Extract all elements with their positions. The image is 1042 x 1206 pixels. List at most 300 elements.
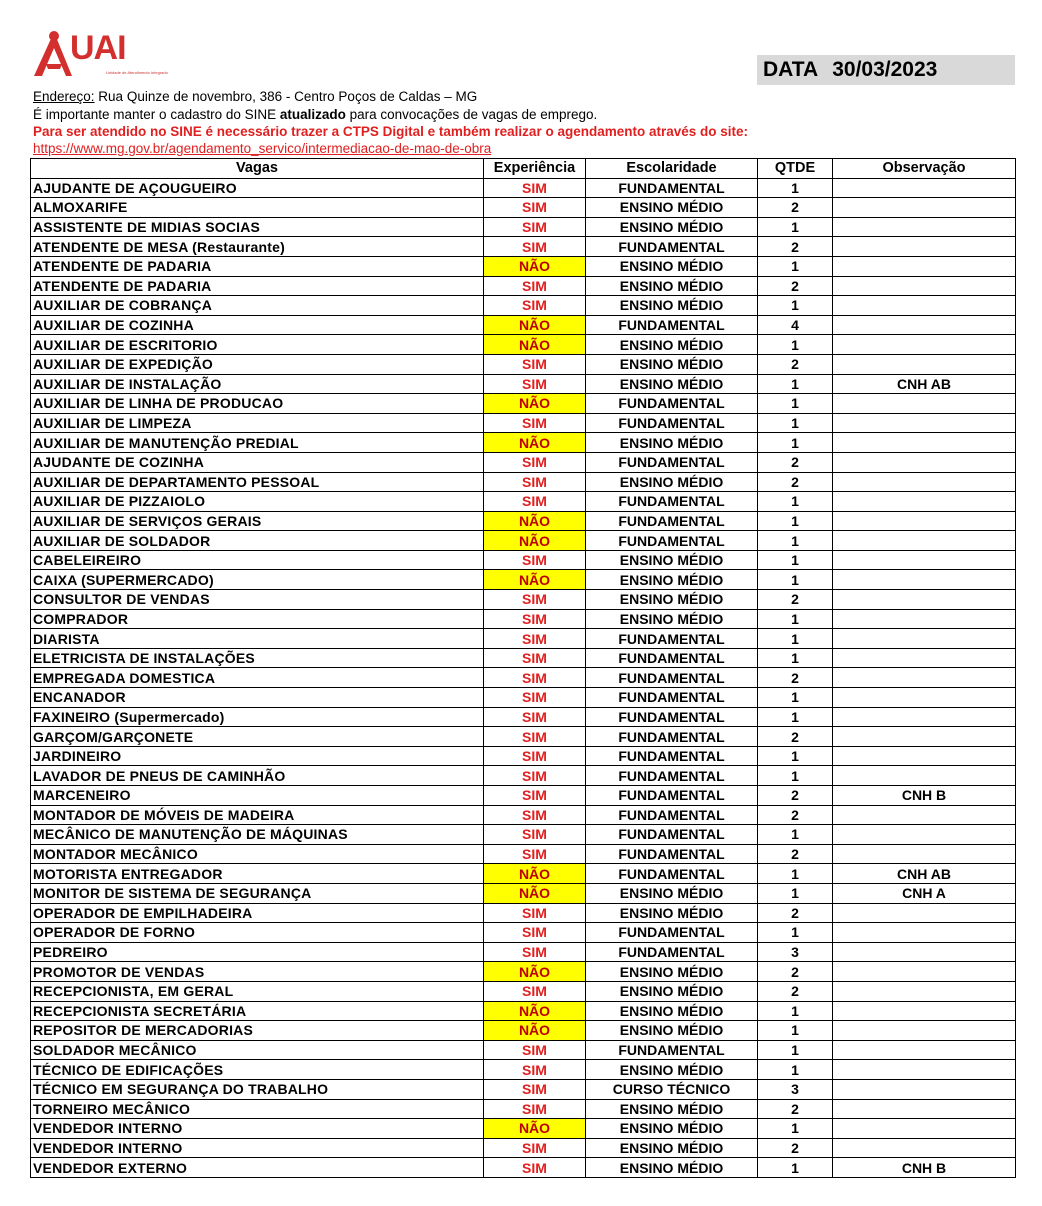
qtde-cell: 1 [758, 335, 833, 355]
vaga-cell: SOLDADOR MECÂNICO [31, 1040, 484, 1060]
qtde-cell: 1 [758, 629, 833, 649]
observacao-cell [833, 492, 1016, 512]
table-row [31, 1021, 1016, 1041]
escolaridade-cell: ENSINO MÉDIO [586, 217, 758, 237]
header-experiencia: Experiência [484, 159, 586, 179]
qtde-cell: 2 [758, 472, 833, 492]
observacao-cell [833, 531, 1016, 551]
escolaridade-cell: ENSINO MÉDIO [586, 962, 758, 982]
vaga-cell: REPOSITOR DE MERCADORIAS [31, 1021, 484, 1041]
experiencia-cell: SIM [484, 492, 586, 512]
experiencia-cell: NÃO [484, 256, 586, 276]
escolaridade-cell: ENSINO MÉDIO [586, 374, 758, 394]
vaga-cell: AUXILIAR DE LIMPEZA [31, 413, 484, 433]
qtde-cell: 1 [758, 746, 833, 766]
vaga-cell: OPERADOR DE EMPILHADEIRA [31, 903, 484, 923]
vaga-cell: MECÂNICO DE MANUTENÇÃO DE MÁQUINAS [31, 825, 484, 845]
vaga-cell: ATENDENTE DE MESA (Restaurante) [31, 237, 484, 257]
escolaridade-cell: ENSINO MÉDIO [586, 550, 758, 570]
qtde-cell: 1 [758, 394, 833, 414]
table-row [31, 198, 1016, 218]
observacao-cell [833, 1001, 1016, 1021]
date-label: DATA [763, 58, 819, 81]
table-row [31, 1138, 1016, 1158]
escolaridade-cell: ENSINO MÉDIO [586, 1158, 758, 1178]
notice-line [33, 107, 597, 123]
vaga-cell: LAVADOR DE PNEUS DE CAMINHÃO [31, 766, 484, 786]
experiencia-cell: NÃO [484, 433, 586, 453]
observacao-cell [833, 1099, 1016, 1119]
vaga-cell: AUXILIAR DE COBRANÇA [31, 296, 484, 316]
experiencia-cell: SIM [484, 903, 586, 923]
escolaridade-cell: FUNDAMENTAL [586, 511, 758, 531]
observacao-cell [833, 962, 1016, 982]
qtde-cell: 1 [758, 256, 833, 276]
address-line [33, 89, 477, 105]
qtde-cell: 1 [758, 531, 833, 551]
qtde-cell: 2 [758, 727, 833, 747]
vaga-cell: AUXILIAR DE EXPEDIÇÃO [31, 354, 484, 374]
notice-bold: atualizado [279, 107, 346, 122]
table-row [31, 492, 1016, 512]
qtde-cell: 2 [758, 786, 833, 806]
escolaridade-cell: FUNDAMENTAL [586, 315, 758, 335]
experiencia-cell: NÃO [484, 864, 586, 884]
experiencia-cell: SIM [484, 1079, 586, 1099]
escolaridade-cell: ENSINO MÉDIO [586, 903, 758, 923]
table-row [31, 237, 1016, 257]
observacao-cell [833, 805, 1016, 825]
observacao-cell [833, 354, 1016, 374]
escolaridade-cell: ENSINO MÉDIO [586, 433, 758, 453]
observacao-cell: CNH AB [833, 864, 1016, 884]
experiencia-cell: SIM [484, 609, 586, 629]
experiencia-cell: NÃO [484, 1001, 586, 1021]
escolaridade-cell: FUNDAMENTAL [586, 413, 758, 433]
qtde-cell: 1 [758, 217, 833, 237]
vaga-cell: TÉCNICO EM SEGURANÇA DO TRABALHO [31, 1079, 484, 1099]
table-row [31, 805, 1016, 825]
qtde-cell: 4 [758, 315, 833, 335]
vaga-cell: VENDEDOR INTERNO [31, 1138, 484, 1158]
observacao-cell [833, 413, 1016, 433]
vaga-cell: VENDEDOR INTERNO [31, 1119, 484, 1139]
header-qtde: QTDE [758, 159, 833, 179]
experiencia-cell: NÃO [484, 394, 586, 414]
escolaridade-cell: ENSINO MÉDIO [586, 335, 758, 355]
observacao-cell [833, 648, 1016, 668]
vaga-cell: MARCENEIRO [31, 786, 484, 806]
experiencia-cell: SIM [484, 354, 586, 374]
vaga-cell: VENDEDOR EXTERNO [31, 1158, 484, 1178]
table-row [31, 883, 1016, 903]
observacao-cell: CNH AB [833, 374, 1016, 394]
experiencia-cell: SIM [484, 1040, 586, 1060]
table-row [31, 315, 1016, 335]
table-body [31, 178, 1016, 1177]
header-escolaridade: Escolaridade [586, 159, 758, 179]
experiencia-cell: NÃO [484, 1021, 586, 1041]
vaga-cell: MONTADOR MECÂNICO [31, 844, 484, 864]
observacao-cell [833, 335, 1016, 355]
experiencia-cell: SIM [484, 1060, 586, 1080]
observacao-cell [833, 707, 1016, 727]
escolaridade-cell: FUNDAMENTAL [586, 825, 758, 845]
experiencia-cell: NÃO [484, 883, 586, 903]
observacao-cell [833, 178, 1016, 198]
observacao-cell [833, 315, 1016, 335]
experiencia-cell: SIM [484, 825, 586, 845]
table-row [31, 668, 1016, 688]
observacao-cell [833, 433, 1016, 453]
vaga-cell: PROMOTOR DE VENDAS [31, 962, 484, 982]
table-row [31, 178, 1016, 198]
experiencia-cell: SIM [484, 1158, 586, 1178]
experiencia-cell: SIM [484, 276, 586, 296]
logo-tagline: Unidade de Atendimento Integrado [106, 70, 168, 75]
vaga-cell: CAIXA (SUPERMERCADO) [31, 570, 484, 590]
vaga-cell: RECEPCIONISTA, EM GERAL [31, 981, 484, 1001]
qtde-cell: 2 [758, 276, 833, 296]
experiencia-cell: NÃO [484, 315, 586, 335]
observacao-cell [833, 1060, 1016, 1080]
experiencia-cell: SIM [484, 727, 586, 747]
vaga-cell: FAXINEIRO (Supermercado) [31, 707, 484, 727]
header-vagas: Vagas [31, 159, 484, 179]
vaga-cell: TORNEIRO MECÂNICO [31, 1099, 484, 1119]
vaga-cell: DIARISTA [31, 629, 484, 649]
table-row [31, 1040, 1016, 1060]
escolaridade-cell: FUNDAMENTAL [586, 805, 758, 825]
observacao-cell [833, 903, 1016, 923]
table-row [31, 825, 1016, 845]
vaga-cell: AUXILIAR DE SOLDADOR [31, 531, 484, 551]
escolaridade-cell: ENSINO MÉDIO [586, 609, 758, 629]
qtde-cell: 2 [758, 844, 833, 864]
escolaridade-cell: FUNDAMENTAL [586, 1040, 758, 1060]
table-row [31, 1001, 1016, 1021]
escolaridade-cell: FUNDAMENTAL [586, 746, 758, 766]
experiencia-cell: SIM [484, 942, 586, 962]
table-row [31, 394, 1016, 414]
experiencia-cell: SIM [484, 688, 586, 708]
experiencia-cell: NÃO [484, 570, 586, 590]
table-row [31, 531, 1016, 551]
agendamento-link[interactable]: https://www.mg.gov.br/agendamento_servico/intermediacao-de-mao-de-obra [33, 141, 492, 156]
escolaridade-cell: FUNDAMENTAL [586, 492, 758, 512]
vaga-cell: CABELEIREIRO [31, 550, 484, 570]
observacao-cell [833, 1021, 1016, 1041]
experiencia-cell: NÃO [484, 531, 586, 551]
qtde-cell: 2 [758, 452, 833, 472]
table-row [31, 707, 1016, 727]
escolaridade-cell: ENSINO MÉDIO [586, 1099, 758, 1119]
table-row [31, 942, 1016, 962]
logo-text: UAI [70, 29, 126, 67]
vaga-cell: AJUDANTE DE AÇOUGUEIRO [31, 178, 484, 198]
observacao-cell: CNH B [833, 786, 1016, 806]
experiencia-cell: NÃO [484, 1119, 586, 1139]
qtde-cell: 2 [758, 237, 833, 257]
table-row [31, 276, 1016, 296]
qtde-cell: 1 [758, 1001, 833, 1021]
experiencia-cell: SIM [484, 923, 586, 943]
observacao-cell [833, 1119, 1016, 1139]
vaga-cell: AUXILIAR DE PIZZAIOLO [31, 492, 484, 512]
table-row [31, 1079, 1016, 1099]
table-row [31, 962, 1016, 982]
experiencia-cell: SIM [484, 198, 586, 218]
table-row [31, 472, 1016, 492]
observacao-cell [833, 1079, 1016, 1099]
table-row [31, 433, 1016, 453]
qtde-cell: 2 [758, 198, 833, 218]
vaga-cell: ATENDENTE DE PADARIA [31, 276, 484, 296]
vaga-cell: AUXILIAR DE LINHA DE PRODUCAO [31, 394, 484, 414]
vaga-cell: PEDREIRO [31, 942, 484, 962]
table-row [31, 629, 1016, 649]
experiencia-cell: SIM [484, 746, 586, 766]
vaga-cell: AUXILIAR DE DEPARTAMENTO PESSOAL [31, 472, 484, 492]
vaga-cell: AJUDANTE DE COZINHA [31, 452, 484, 472]
observacao-cell: CNH B [833, 1158, 1016, 1178]
vaga-cell: JARDINEIRO [31, 746, 484, 766]
qtde-cell: 1 [758, 1158, 833, 1178]
qtde-cell: 2 [758, 590, 833, 610]
qtde-cell: 2 [758, 805, 833, 825]
experiencia-cell: SIM [484, 844, 586, 864]
qtde-cell: 1 [758, 766, 833, 786]
escolaridade-cell: FUNDAMENTAL [586, 178, 758, 198]
experiencia-cell: SIM [484, 590, 586, 610]
experiencia-cell: SIM [484, 648, 586, 668]
qtde-cell: 1 [758, 511, 833, 531]
experiencia-cell: NÃO [484, 335, 586, 355]
qtde-cell: 2 [758, 668, 833, 688]
table-row [31, 550, 1016, 570]
observacao-cell [833, 276, 1016, 296]
escolaridade-cell: FUNDAMENTAL [586, 668, 758, 688]
experiencia-cell: SIM [484, 472, 586, 492]
experiencia-cell: SIM [484, 629, 586, 649]
experiencia-cell: SIM [484, 668, 586, 688]
qtde-cell: 1 [758, 374, 833, 394]
escolaridade-cell: ENSINO MÉDIO [586, 883, 758, 903]
escolaridade-cell: ENSINO MÉDIO [586, 981, 758, 1001]
table-row [31, 609, 1016, 629]
vaga-cell: AUXILIAR DE MANUTENÇÃO PREDIAL [31, 433, 484, 453]
observacao-cell [833, 746, 1016, 766]
vaga-cell: ATENDENTE DE PADARIA [31, 256, 484, 276]
escolaridade-cell: FUNDAMENTAL [586, 786, 758, 806]
vaga-cell: GARÇOM/GARÇONETE [31, 727, 484, 747]
qtde-cell: 1 [758, 178, 833, 198]
table-row [31, 1119, 1016, 1139]
vaga-cell: AUXILIAR DE INSTALAÇÃO [31, 374, 484, 394]
observacao-cell [833, 609, 1016, 629]
escolaridade-cell: ENSINO MÉDIO [586, 256, 758, 276]
observacao-cell [833, 570, 1016, 590]
experiencia-cell: SIM [484, 707, 586, 727]
observacao-cell [833, 668, 1016, 688]
escolaridade-cell: ENSINO MÉDIO [586, 570, 758, 590]
qtde-cell: 3 [758, 1079, 833, 1099]
qtde-cell: 3 [758, 942, 833, 962]
qtde-cell: 1 [758, 609, 833, 629]
table-row [31, 452, 1016, 472]
experiencia-cell: SIM [484, 374, 586, 394]
table-row [31, 590, 1016, 610]
address-text: Rua Quinze de novembro, 386 - Centro Poços de Caldas – MG [94, 89, 478, 104]
experiencia-cell: SIM [484, 981, 586, 1001]
experiencia-cell: SIM [484, 217, 586, 237]
escolaridade-cell: ENSINO MÉDIO [586, 296, 758, 316]
qtde-cell: 2 [758, 981, 833, 1001]
table-row [31, 746, 1016, 766]
qtde-cell: 1 [758, 1021, 833, 1041]
observacao-cell [833, 844, 1016, 864]
observacao-cell [833, 256, 1016, 276]
vaga-cell: RECEPCIONISTA SECRETÁRIA [31, 1001, 484, 1021]
qtde-cell: 2 [758, 354, 833, 374]
qtde-cell: 2 [758, 1099, 833, 1119]
table-row [31, 844, 1016, 864]
observacao-cell [833, 296, 1016, 316]
qtde-cell: 1 [758, 923, 833, 943]
escolaridade-cell: ENSINO MÉDIO [586, 590, 758, 610]
observacao-cell [833, 1040, 1016, 1060]
date-value: 30/03/2023 [832, 58, 938, 81]
escolaridade-cell: FUNDAMENTAL [586, 394, 758, 414]
table-header-row [31, 159, 1016, 179]
escolaridade-cell: ENSINO MÉDIO [586, 1119, 758, 1139]
observacao-cell [833, 727, 1016, 747]
observacao-cell: CNH A [833, 883, 1016, 903]
qtde-cell: 1 [758, 1040, 833, 1060]
escolaridade-cell: ENSINO MÉDIO [586, 1001, 758, 1021]
observacao-cell [833, 981, 1016, 1001]
vaga-cell: MOTORISTA ENTREGADOR [31, 864, 484, 884]
qtde-cell: 1 [758, 864, 833, 884]
table-row [31, 786, 1016, 806]
escolaridade-cell: ENSINO MÉDIO [586, 1138, 758, 1158]
notice-part2: para convocações de vagas de emprego. [345, 107, 598, 122]
observacao-cell [833, 217, 1016, 237]
vaga-cell: AUXILIAR DE ESCRITORIO [31, 335, 484, 355]
observacao-cell [833, 394, 1016, 414]
experiencia-cell: NÃO [484, 962, 586, 982]
experiencia-cell: SIM [484, 805, 586, 825]
table-row [31, 903, 1016, 923]
qtde-cell: 1 [758, 825, 833, 845]
table-row [31, 727, 1016, 747]
vaga-cell: ENCANADOR [31, 688, 484, 708]
observacao-cell [833, 688, 1016, 708]
vaga-cell: ASSISTENTE DE MIDIAS SOCIAS [31, 217, 484, 237]
observacao-cell [833, 511, 1016, 531]
table-row [31, 923, 1016, 943]
observacao-cell [833, 237, 1016, 257]
observacao-cell [833, 198, 1016, 218]
table-row [31, 335, 1016, 355]
qtde-cell: 1 [758, 570, 833, 590]
table-row [31, 511, 1016, 531]
qtde-cell: 1 [758, 433, 833, 453]
escolaridade-cell: FUNDAMENTAL [586, 629, 758, 649]
requirement-line: Para ser atendido no SINE é necessário trazer a CTPS Digital e também realizar o agendamento através do site: [33, 124, 748, 139]
escolaridade-cell: CURSO TÉCNICO [586, 1079, 758, 1099]
address-label: Endereço: [33, 89, 95, 104]
escolaridade-cell: ENSINO MÉDIO [586, 198, 758, 218]
table-row [31, 648, 1016, 668]
experiencia-cell: SIM [484, 766, 586, 786]
table-row [31, 1060, 1016, 1080]
experiencia-cell: SIM [484, 178, 586, 198]
table-row [31, 217, 1016, 237]
table-row [31, 413, 1016, 433]
table-row [31, 864, 1016, 884]
table-row [31, 688, 1016, 708]
observacao-cell [833, 590, 1016, 610]
escolaridade-cell: FUNDAMENTAL [586, 727, 758, 747]
escolaridade-cell: FUNDAMENTAL [586, 864, 758, 884]
observacao-cell [833, 1138, 1016, 1158]
escolaridade-cell: FUNDAMENTAL [586, 942, 758, 962]
experiencia-cell: SIM [484, 413, 586, 433]
qtde-cell: 1 [758, 296, 833, 316]
table-row [31, 1099, 1016, 1119]
escolaridade-cell: FUNDAMENTAL [586, 452, 758, 472]
experiencia-cell: NÃO [484, 511, 586, 531]
observacao-cell [833, 825, 1016, 845]
experiencia-cell: SIM [484, 296, 586, 316]
table-row [31, 354, 1016, 374]
vaga-cell: AUXILIAR DE COZINHA [31, 315, 484, 335]
escolaridade-cell: FUNDAMENTAL [586, 648, 758, 668]
experiencia-cell: SIM [484, 1099, 586, 1119]
qtde-cell: 1 [758, 1060, 833, 1080]
vaga-cell: TÉCNICO DE EDIFICAÇÕES [31, 1060, 484, 1080]
observacao-cell [833, 550, 1016, 570]
escolaridade-cell: ENSINO MÉDIO [586, 1060, 758, 1080]
vaga-cell: EMPREGADA DOMESTICA [31, 668, 484, 688]
qtde-cell: 1 [758, 1119, 833, 1139]
experiencia-cell: SIM [484, 550, 586, 570]
observacao-cell [833, 923, 1016, 943]
qtde-cell: 1 [758, 492, 833, 512]
escolaridade-cell: FUNDAMENTAL [586, 844, 758, 864]
observacao-cell [833, 452, 1016, 472]
table-row [31, 1158, 1016, 1178]
header-observacao: Observação [833, 159, 1016, 179]
escolaridade-cell: FUNDAMENTAL [586, 688, 758, 708]
vaga-cell: AUXILIAR DE SERVIÇOS GERAIS [31, 511, 484, 531]
escolaridade-cell: ENSINO MÉDIO [586, 472, 758, 492]
experiencia-cell: SIM [484, 786, 586, 806]
vaga-cell: MONTADOR DE MÓVEIS DE MADEIRA [31, 805, 484, 825]
escolaridade-cell: FUNDAMENTAL [586, 766, 758, 786]
notice-part1: É importante manter o cadastro do SINE [33, 107, 280, 122]
qtde-cell: 1 [758, 688, 833, 708]
experiencia-cell: SIM [484, 237, 586, 257]
experiencia-cell: SIM [484, 1138, 586, 1158]
uai-logo [32, 26, 168, 80]
vaga-cell: ALMOXARIFE [31, 198, 484, 218]
qtde-cell: 2 [758, 962, 833, 982]
vacancies-table [30, 158, 1016, 1178]
escolaridade-cell: ENSINO MÉDIO [586, 354, 758, 374]
vaga-cell: ELETRICISTA DE INSTALAÇÕES [31, 648, 484, 668]
